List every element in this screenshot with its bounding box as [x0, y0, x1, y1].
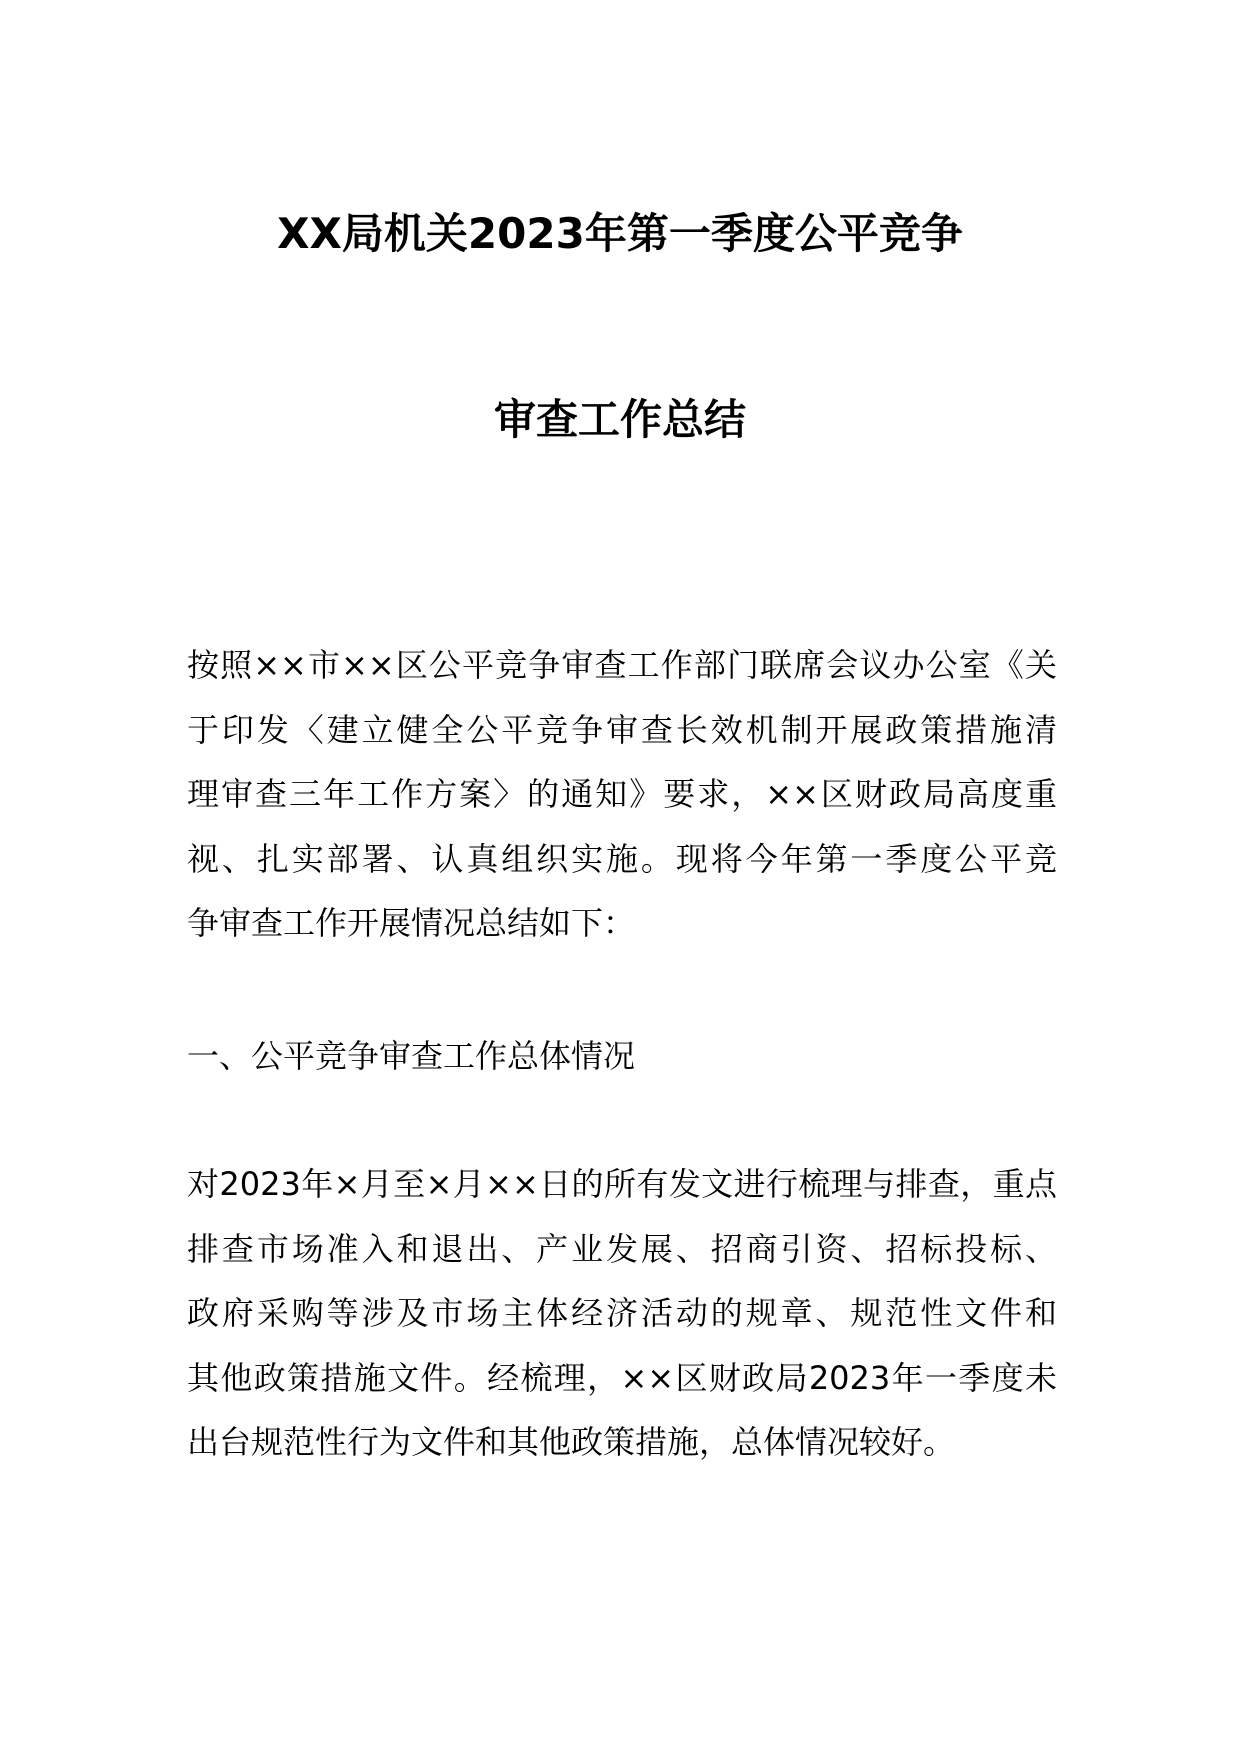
- intro-paragraph-line: 视、扎实部署、认真组织实施。现将今年第一季度公平竞: [187, 839, 1057, 878]
- intro-paragraph-line: 于印发〈建立健全公平竞争审查长效机制开展政策措施清: [187, 710, 1057, 749]
- section-1-paragraph-line: 其他政策措施文件。经梳理，××区财政局2023年一季度未: [187, 1358, 1057, 1397]
- section-heading-1: [187, 1024, 1057, 1089]
- section-1-paragraph: [187, 1152, 1057, 1475]
- document-title-line-1: XX局机关2023年第一季度公平竞争: [277, 209, 963, 258]
- document-title-line-2: 审查工作总结: [493, 395, 746, 444]
- intro-paragraph: [187, 633, 1057, 956]
- section-1-paragraph-line: 排查市场准入和退出、产业发展、招商引资、招标投标、: [187, 1229, 1057, 1268]
- section-heading-text: 一、公平竞争审查工作总体情况: [187, 1037, 636, 1075]
- section-1-paragraph-line: 政府采购等涉及市场主体经济活动的规章、规范性文件和: [187, 1294, 1057, 1332]
- section-1-paragraph-line: 对2023年×月至×月××日的所有发文进行梳理与排查，重点: [187, 1165, 1057, 1203]
- intro-paragraph-line: 理审查三年工作方案〉的通知》要求，××区财政局高度重: [187, 775, 1057, 813]
- intro-paragraph-line: 争审查工作开展情况总结如下：: [187, 904, 636, 942]
- intro-paragraph-line: 按照××市××区公平竞争审查工作部门联席会议办公室《关: [187, 646, 1057, 684]
- section-1-paragraph-line: 出台规范性行为文件和其他政策措施，总体情况较好。: [187, 1423, 956, 1461]
